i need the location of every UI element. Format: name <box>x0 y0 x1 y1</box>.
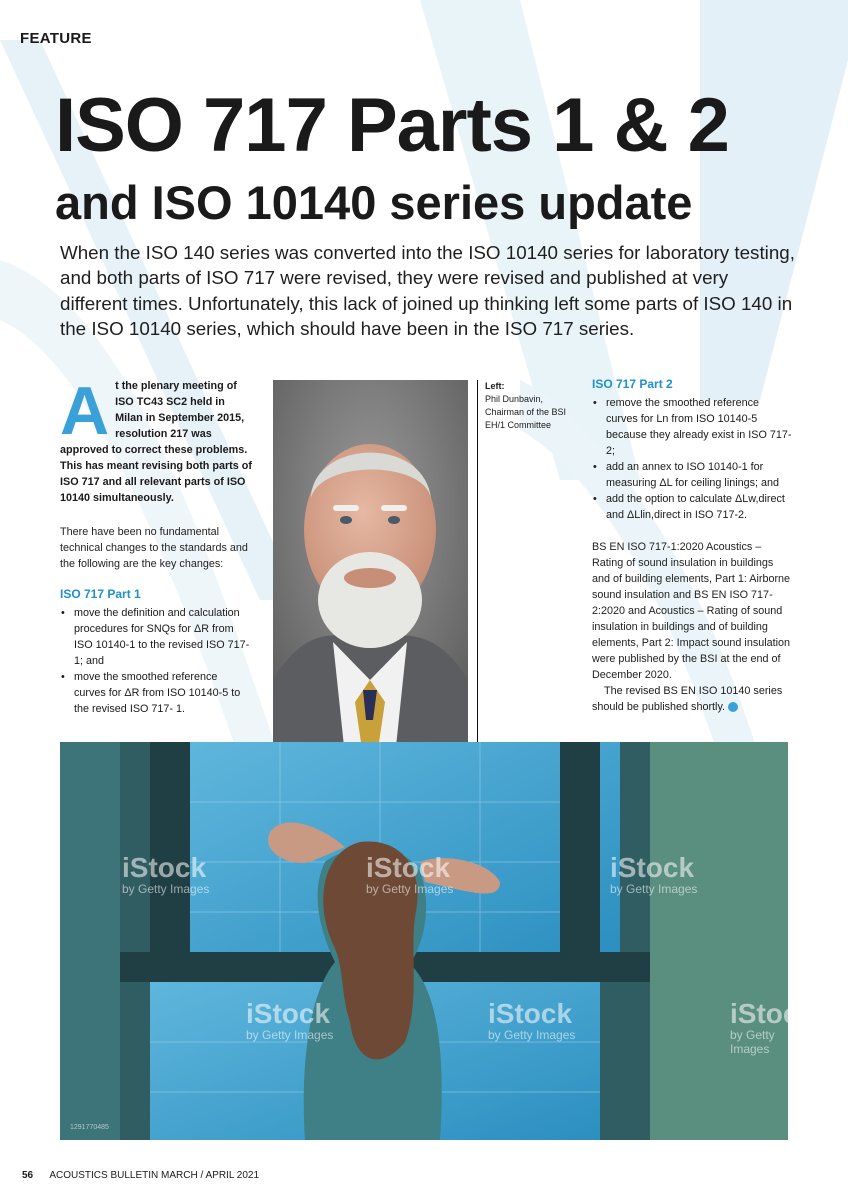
stock-id: 1291770485 <box>70 1124 109 1131</box>
lead-paragraph: t the plenary meeting of ISO TC43 SC2 held in Milan in September 2015, resolution 217 was approved to correct these problems. This has meant revising both parts of ISO 717 and all relevant parts of ISO 10140 simultaneously. <box>60 380 252 504</box>
photo-caption <box>485 380 581 432</box>
article-column-left <box>60 373 252 717</box>
headline-line-1: ISO 717 Parts 1 & 2 <box>55 83 729 168</box>
article-column-right <box>592 376 792 715</box>
watermark: iStock by Getty Images <box>488 998 576 1042</box>
portrait-photo <box>273 380 468 756</box>
section-kicker: FEATURE <box>20 30 92 47</box>
standfirst: When the ISO 140 series was converted into the ISO 10140 series for laboratory testing, and both parts of ISO 717 were revised, they were revised and published at very different times. Unfortunately, this lack of joined up thinking left some parts of ISO 140 in the ISO 10140 series, which should have been in the ISO 717 series. <box>60 242 795 339</box>
part-2-bullets <box>592 395 792 523</box>
bullet-item: • add the option to calculate ΔLw,direct and ΔLlin,direct in ISO 717-2. <box>604 491 792 523</box>
watermark: iStock by Getty Images <box>610 852 698 896</box>
bullet-item: • move the definition and calculation procedures for SNQs for ΔR from ISO 10140-1 to the revised ISO 717-1; and <box>72 605 252 669</box>
subhead-part-1: ISO 717 Part 1 <box>60 587 141 601</box>
caption-text: Phil Dunbavin, Chairman of the BSI EH/1 Committee <box>485 394 567 430</box>
publication-name: ACOUSTICS BULLETIN MARCH / APRIL 2021 <box>49 1170 260 1181</box>
bullet-item: • remove the smoothed reference curves for Ln from ISO 10140-5 because they already exist in ISO 717-2; <box>604 395 792 459</box>
stock-photo <box>60 742 815 1140</box>
drop-cap: A <box>60 373 110 449</box>
watermark: iStock by Getty Images <box>730 998 815 1056</box>
caption-label: Left: <box>485 381 505 391</box>
column-divider <box>477 380 478 756</box>
page-number: 56 <box>22 1170 34 1181</box>
intro-paragraph: There have been no fundamental technical changes to the standards and the following are the key changes: <box>60 526 248 570</box>
bullet-item: • move the smoothed reference curves for ΔR from ISO 10140-5 to the revised ISO 717- 1. <box>72 669 252 717</box>
watermark: iStock by Getty Images <box>366 852 454 896</box>
closing-final <box>592 683 792 715</box>
end-mark-icon <box>728 702 738 712</box>
part-1-bullets <box>60 605 252 717</box>
bullet-item: • add an annex to ISO 10140-1 for measuring ΔL for ceiling linings; and <box>604 459 792 491</box>
headline-line-2: and ISO 10140 series update <box>55 176 693 229</box>
closing-paragraph: BS EN ISO 717-1:2020 Acoustics – Rating of sound insulation in buildings and of building elements, Part 1: Airborne sound insulation and BS EN ISO 717-2:2020 and Acoustics – Rating of sound insulation in buildings and of building elements, Part 2: Impact sound insulation were published by the BSI at the end of December 2020. <box>592 541 791 681</box>
page-footer <box>22 1170 259 1181</box>
subhead-part-2: ISO 717 Part 2 <box>592 377 673 391</box>
watermark: iStock by Getty Images <box>246 998 334 1042</box>
closing-final-text: The revised BS EN ISO 10140 series should be published shortly. <box>592 685 783 713</box>
watermark: iStock by Getty Images <box>122 852 210 896</box>
